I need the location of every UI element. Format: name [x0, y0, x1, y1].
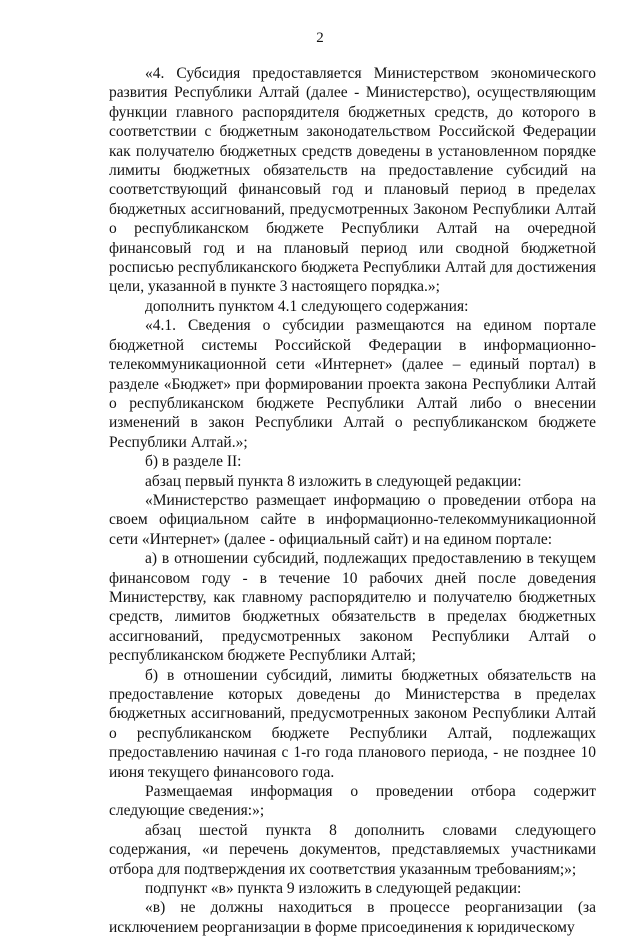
paragraph-item-a: а) в отношении субсидий, подлежащих предоставлению в текущем финансовом году - в течение 10 рабочих дней после доведения Министерству, как главному распорядителю и получателю бюджетных средств, лимитов бюджетных обязательств в пределах бюджетных ассигнований, предусмотренных законом Республики Алтай о республиканском бюджете Республики Алтай; [109, 550, 596, 665]
paragraph-point-9-v: подпункт «в» пункта 9 изложить в следующей редакции: [145, 880, 522, 898]
paragraph-point-4-1: «4.1. Сведения о субсидии размещаются на едином портале бюджетной системы Российской Федерации в информационно-телекоммуникационной сети «Интернет» (далее – единый портал) в разделе «Бюджет» при формировании проекта закона Республики Алтай о республиканском бюджете Республики Алтай либо о внесении изменений в закон Республики Алтай о республиканском бюджете Республики Алтай.»; [109, 317, 596, 451]
paragraph-add-point-4-1: дополнить пунктом 4.1 следующего содержания: [145, 297, 469, 315]
paragraph-section-ii: б) в разделе II: [145, 453, 242, 471]
paragraph-posted-info: Размещаемая информация о проведении отбора содержит следующие сведения:»; [109, 783, 596, 820]
document-body [109, 64, 596, 937]
paragraph-subsidy-provision: «4. Субсидия предоставляется Министерством экономического развития Республики Алтай (далее - Министерство), осуществляющим функции главного распорядителя бюджетных средств, до которого в соответствии с бюджетным законодательством Российской Федерации как получателю бюджетных средств доведены в установленном порядке лимиты бюджетных обязательств на предоставление субсидий на соответствующий финансовый год и плановый период в пределах бюджетных ассигнований, предусмотренных Законом Республики Алтай о республиканском бюджете Республики Алтай на очередной финансовый год и на плановый период или сводной бюджетной росписью республиканского бюджета Республики Алтай для достижения цели, указанной в пункте 3 настоящего порядка.»; [109, 65, 596, 296]
paragraph-point-8-sixth: абзац шестой пункта 8 дополнить словами следующего содержания, «и перечень документов, представляемых участниками отбора для подтверждения их соответствия указанным требованиям;»; [109, 821, 596, 878]
paragraph-item-b: б) в отношении субсидий, лимиты бюджетных обязательств на предоставление которых доведены до Министерства в пределах бюджетных ассигнований, предусмотренных законом Республики Алтай о республиканском бюджете Республики Алтай, подлежащих предоставлению начиная с 1-го года планового периода, - не позднее 10 июня текущего финансового года. [109, 666, 596, 781]
paragraph-ministry-posts: «Министерство размещает информацию о проведении отбора на своем официальном сайте в информационно-телекоммуникационной сети «Интернет» (далее - официальный сайт) и на едином портале: [109, 491, 596, 548]
page-number: 2 [316, 30, 324, 46]
paragraph-reorganization: «в) не должны находиться в процессе реорганизации (за исключением реорганизации в форме присоединения к юридическому [109, 899, 596, 936]
paragraph-point-8-first: абзац первый пункта 8 изложить в следующей редакции: [145, 472, 522, 490]
